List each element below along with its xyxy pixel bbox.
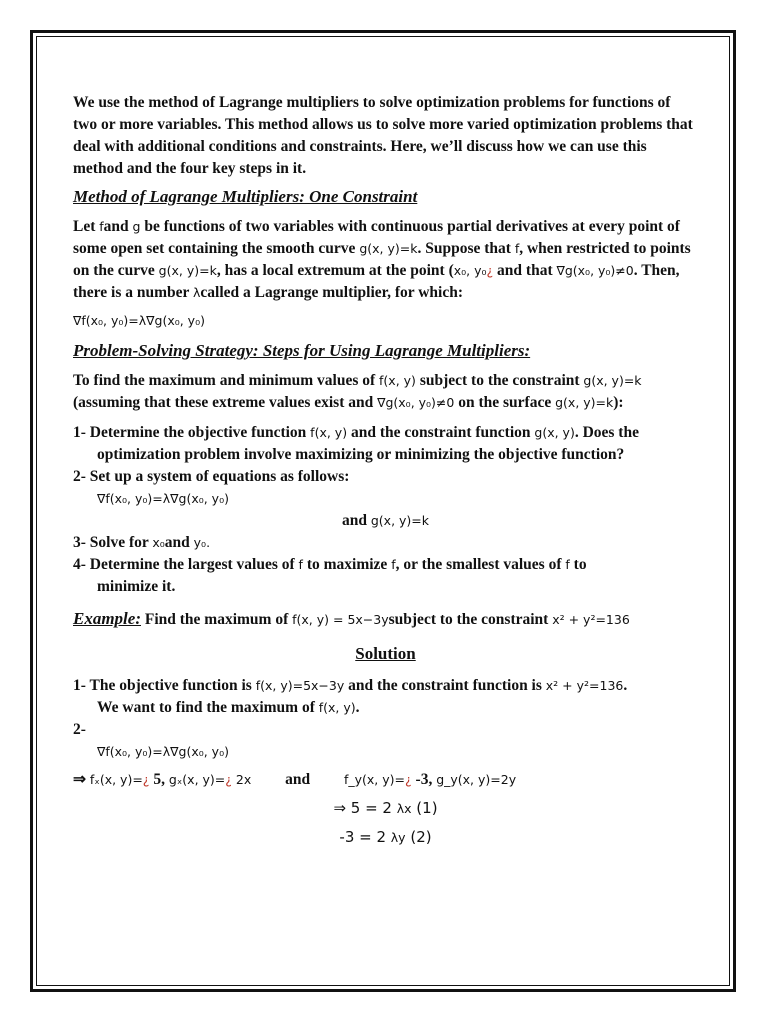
solution-step-2-equation: ∇f(x₀, y₀)=λ∇g(x₀, y₀): [97, 744, 229, 759]
step-3: 3- Solve for x₀and y₀.: [73, 534, 211, 551]
solution-step-2: 2-: [73, 721, 86, 738]
partial-derivatives: ⇒ fₓ(x, y)=¿ 5, gₓ(x, y)=¿ 2x and f_y(x, y)=¿ -3, g_y(x, y)=2y: [73, 771, 517, 788]
solution-heading: Solution: [355, 644, 416, 663]
step-4-continued: minimize it.: [97, 578, 176, 595]
example-statement: Example: Find the maximum of f(x, y) = 5x−3ysubject to the constraint x² + y²=136: [73, 609, 630, 628]
solution-step-1-continued: We want to find the maximum of f(x, y).: [97, 699, 360, 716]
step-2-constraint: and g(x, y)=k: [341, 512, 430, 529]
document-body: [73, 92, 698, 849]
step-1-continued: optimization problem involve maximizing or minimizing the objective function?: [97, 446, 625, 463]
strategy-intro: To find the maximum and minimum values of f(x, y) subject to the constraint g(x, y)=k (assuming that these extreme values exist and ∇g(x₀, y₀)≠0 on the surface g(x, y)=k):: [73, 372, 642, 411]
solution-step-1: 1- The objective function is f(x, y)=5x−3y and the constraint function is x² + y²=136.: [73, 677, 628, 694]
step-1: 1- Determine the objective function f(x, y) and the constraint function g(x, y). Does the: [73, 424, 639, 441]
heading-one-constraint: Method of Lagrange Multipliers: One Constraint: [73, 187, 418, 206]
step-4: 4- Determine the largest values of f to maximize f, or the smallest values of f to: [73, 556, 587, 573]
lagrange-equation: ∇f(x₀, y₀)=λ∇g(x₀, y₀): [73, 313, 205, 328]
equation-1: ⇒ 5 = 2 λx (1): [333, 799, 438, 817]
step-2-equation: ∇f(x₀, y₀)=λ∇g(x₀, y₀): [97, 491, 229, 506]
intro-paragraph: We use the method of Lagrange multipliers to solve optimization problems for functions of two or more variables. This method allows us to solve more varied optimization problems that deal with additional conditions and constraints. Here, we’ll discuss how we can use this method and the four key steps in it.: [73, 94, 693, 177]
step-2: 2- Set up a system of equations as follows:: [73, 468, 350, 485]
definition-paragraph: Let fand g be functions of two variables with continuous partial derivatives at every point of some open set containing the smooth curve g(x, y)=k. Suppose that f, when restricted to points on the curve g(x, y)=k, has a local extremum at the point (x₀, y₀¿ and that ∇g(x₀, y₀)≠0. Then, there is a number λcalled a Lagrange multiplier, for which:: [73, 218, 691, 301]
heading-strategy: Problem-Solving Strategy: Steps for Using Lagrange Multipliers:: [73, 341, 531, 360]
equation-2: -3 = 2 λy (2): [339, 828, 432, 846]
example-label: Example:: [73, 609, 141, 628]
